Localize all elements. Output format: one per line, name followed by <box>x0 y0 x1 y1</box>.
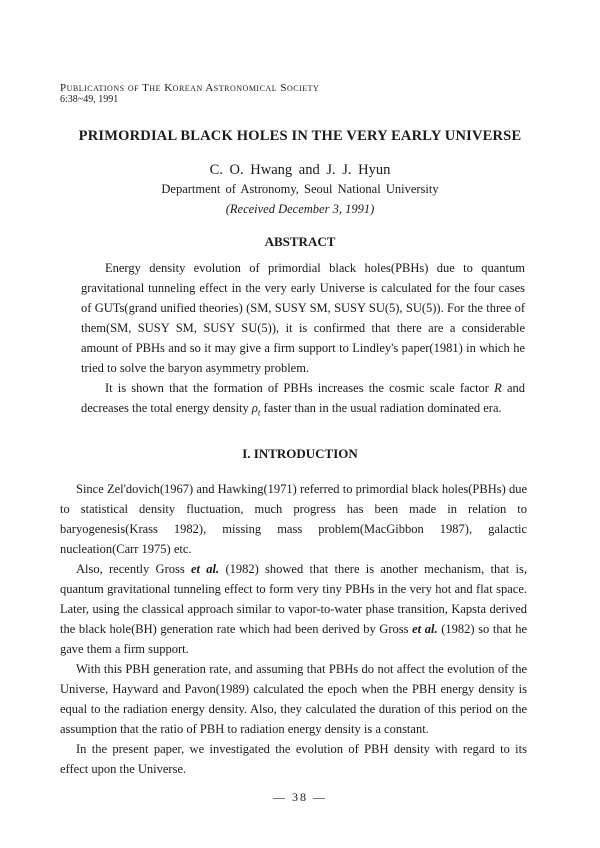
affiliation: Department of Astronomy, Seoul National University <box>161 182 439 196</box>
abstract-body <box>81 258 525 423</box>
introduction-heading: I. INTRODUCTION <box>242 446 358 461</box>
abstract-paragraph-1: Energy density evolution of primordial black holes(PBHs) due to quantum gravitational tunneling effect in the very early Universe is calculated for the four cases of GUTs(grand unified theories) (SM, SUSY SM, SUSY SU(5), SU(5)). For the three of them(SM, SUSY SM, SUSY SU(5)), it is confirmed that there are a considerable amount of PBHs and so it may give a firm support to Lindley's paper(1981) in which he tried to solve the baryon asymmetry problem. <box>81 261 525 375</box>
page-number: — 38 — <box>273 790 327 804</box>
received-date: (Received December 3, 1991) <box>225 202 375 216</box>
intro-paragraph-2: Also, recently Gross et al. (1982) showed that there is another mechanism, that is, quantum gravitational tunneling effect to form very tiny PBHs in the very hot and flat space. Later, using the classical approach similar to vapor-to-water phase transition, Kapsta derived the black hole(BH) generation rate which had been derived by Gross et al. (1982) so that he gave them a firm support. <box>60 562 527 656</box>
paper-title: PRIMORDIAL BLACK HOLES IN THE VERY EARLY UNIVERSE <box>78 128 522 144</box>
authors: C. O. Hwang and J. J. Hyun <box>209 162 391 178</box>
abstract-heading: ABSTRACT <box>264 234 336 249</box>
intro-paragraph-3: With this PBH generation rate, and assuming that PBHs do not affect the evolution of the Universe, Hayward and Pavon(1989) calculated the epoch when the PBH energy density is equal to the radiation energy density. Also, they calculated the duration of this period on the assumption that the ratio of PBH to radiation energy density is a constant. <box>60 662 527 736</box>
abstract-paragraph-2: It is shown that the formation of PBHs increases the cosmic scale factor R and decreases the total energy density $\rho_t$ faster than in the usual radiation dominated era. <box>81 381 525 418</box>
journal-citation: 6:38~49, 1991 <box>60 94 119 105</box>
journal-name: Publications of The Korean Astronomical Society <box>60 82 320 94</box>
intro-paragraph-1: Since Zel'dovich(1967) and Hawking(1971) referred to primordial black holes(PBHs) due to statistical density fluctuation, much progress has been made in relation to baryogenesis(Krass 1982), missing mass problem(MacGibbon 1987), galactic nucleation(Carr 1975) etc. <box>60 482 527 556</box>
intro-paragraph-4: In the present paper, we investigated the evolution of PBH density with regard to its effect upon the Universe. <box>60 742 527 776</box>
introduction-body <box>60 479 527 779</box>
journal-header <box>60 82 319 106</box>
